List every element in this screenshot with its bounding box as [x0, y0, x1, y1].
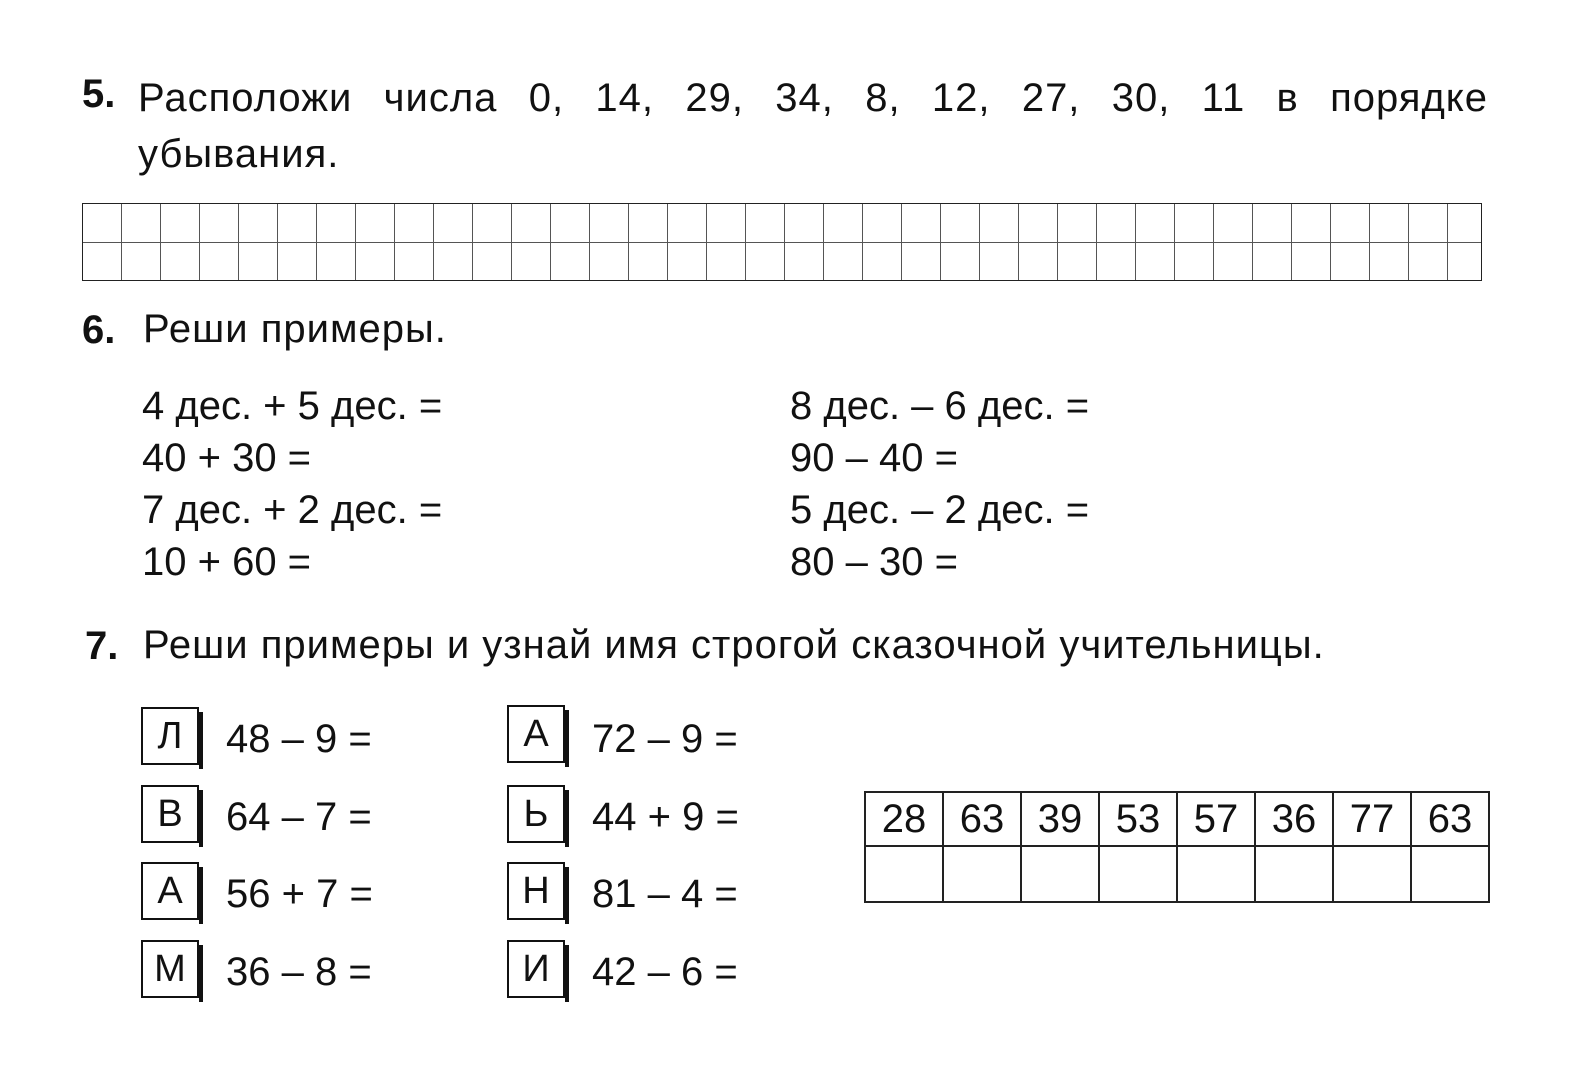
task-5-number: 5. [82, 72, 116, 116]
task-6-left-column [142, 380, 442, 588]
answer-letter-cell[interactable] [1177, 846, 1255, 902]
task-7-example: 81 – 4 = [592, 872, 738, 916]
answer-number: 39 [1021, 792, 1099, 846]
task-7-example: 42 – 6 = [592, 950, 738, 994]
answer-letter-cell[interactable] [1333, 846, 1411, 902]
task-7-example: 36 – 8 = [226, 950, 372, 994]
task-6-title: Реши примеры. [143, 307, 447, 351]
task-7-example: 56 + 7 = [226, 872, 373, 916]
letter-box: Ь [507, 785, 565, 843]
answer-number: 36 [1255, 792, 1333, 846]
task-5-text [138, 70, 1488, 182]
task-6-right-column [790, 380, 1089, 588]
answer-grid-task-5[interactable] [82, 203, 1482, 281]
letter-box: А [507, 705, 565, 763]
task-6-number: 6. [82, 308, 116, 352]
task-5-line-1: Расположи числа 0, 14, 29, 34, 8, 12, 27, 30, 11 в порядке [138, 76, 1488, 120]
letter-box: М [141, 940, 199, 998]
answer-letter-cell[interactable] [1021, 846, 1099, 902]
answer-number: 28 [865, 792, 943, 846]
answer-numbers-row [865, 792, 1489, 846]
answer-number: 57 [1177, 792, 1255, 846]
task-6-example: 8 дес. – 6 дес. = [790, 384, 1090, 428]
task-7-number: 7. [85, 624, 119, 668]
task-6-example: 4 дес. + 5 дес. = [142, 384, 443, 428]
task-7-example: 72 – 9 = [592, 717, 738, 761]
task-6-example: 7 дес. + 2 дес. = [142, 488, 443, 532]
answer-letter-cell[interactable] [1411, 846, 1489, 902]
answer-letter-cell[interactable] [943, 846, 1021, 902]
answer-number: 63 [1411, 792, 1489, 846]
task-6-example: 10 + 60 = [142, 540, 312, 584]
task-6-example: 90 – 40 = [790, 436, 958, 480]
answer-letter-cell[interactable] [865, 846, 943, 902]
letter-box: В [141, 785, 199, 843]
task-6-example: 40 + 30 = [142, 436, 312, 480]
answer-number: 77 [1333, 792, 1411, 846]
task-7-example: 64 – 7 = [226, 795, 372, 839]
letter-box: Л [141, 707, 199, 765]
letter-box: И [507, 940, 565, 998]
answer-letters-row[interactable] [865, 846, 1489, 902]
answer-letter-cell[interactable] [1255, 846, 1333, 902]
answer-letter-cell[interactable] [1099, 846, 1177, 902]
task-7-title: Реши примеры и узнай имя строгой сказочной учительницы. [143, 623, 1325, 667]
task-5-line-2: убывания. [138, 132, 340, 176]
letter-box: Н [507, 862, 565, 920]
task-7-example: 44 + 9 = [592, 795, 739, 839]
task-6-example: 5 дес. – 2 дес. = [790, 488, 1090, 532]
task-6-example: 80 – 30 = [790, 540, 958, 584]
answer-table [864, 791, 1490, 903]
answer-number: 63 [943, 792, 1021, 846]
letter-box: А [141, 862, 199, 920]
answer-number: 53 [1099, 792, 1177, 846]
task-7-example: 48 – 9 = [226, 717, 372, 761]
